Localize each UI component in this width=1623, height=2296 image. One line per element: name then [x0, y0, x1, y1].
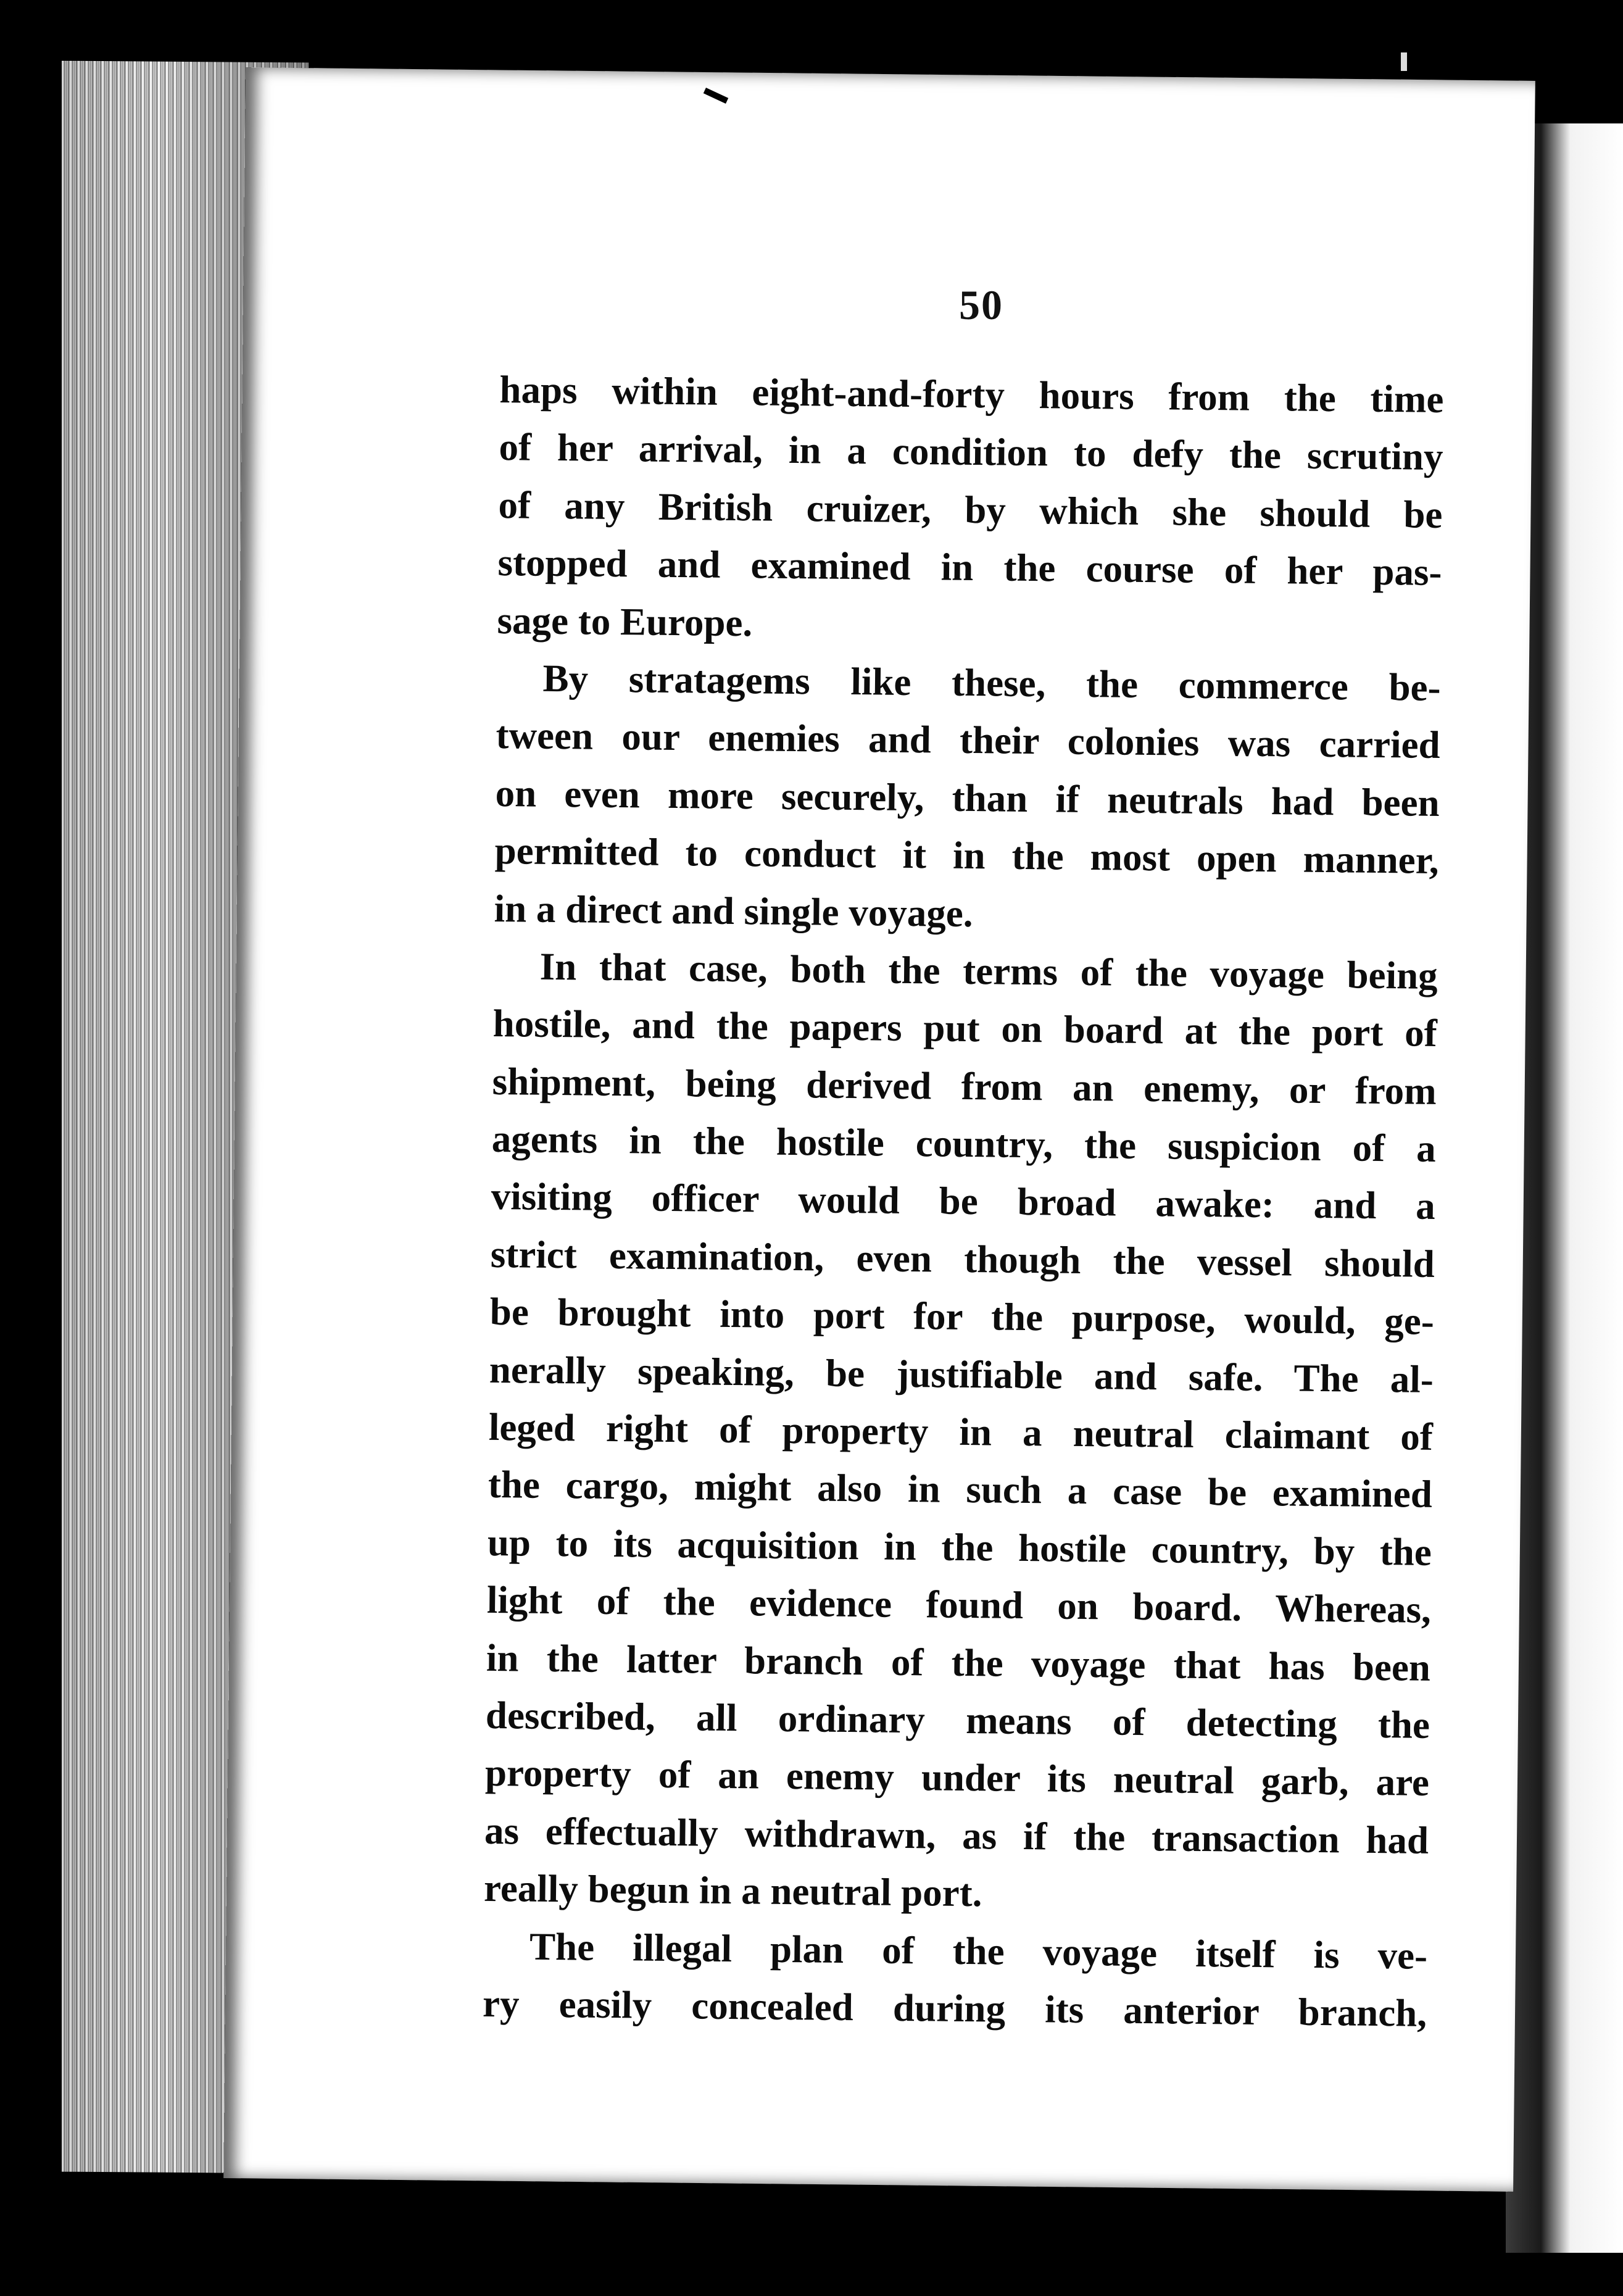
- text-line: In that case, both the terms of the voyage being: [539, 944, 1438, 997]
- scan-artifact: [1401, 52, 1407, 71]
- text-line: leged right of property in a neutral claimant of: [488, 1405, 1434, 1458]
- text-line: described, all ordinary means of detecting the: [485, 1693, 1430, 1747]
- text-line: tween our enemies and their colonies was carried: [496, 713, 1440, 767]
- text-line: stopped and examined in the course of her pas-: [497, 541, 1442, 594]
- text-line: agents in the hostile country, the suspicion of a: [491, 1117, 1437, 1171]
- text-line: By stratagems like these, the commerce be-: [542, 656, 1441, 709]
- text-line: be brought into port for the purpose, would, ge-: [489, 1290, 1435, 1344]
- text-line: The illegal plan of the voyage itself is ve-: [529, 1924, 1428, 1978]
- text-line: visiting officer would be broad awake: and a: [491, 1175, 1436, 1228]
- text-line: hostile, and the papers put on board at the port of: [492, 1002, 1438, 1055]
- text-line: as effectually withdrawn, as if the transaction had: [484, 1808, 1429, 1862]
- text-line: on even more securely, than if neutrals had been: [495, 771, 1440, 825]
- text-line: strict examination, even though the vessel should: [490, 1232, 1435, 1286]
- text-line: sage to Europe.: [497, 598, 753, 644]
- page-number: 50: [959, 281, 1003, 328]
- body-text: [483, 361, 1444, 2042]
- text-line: of her arrival, in a condition to defy the scrutiny: [499, 425, 1443, 479]
- text-line: the cargo, might also in such a case be examined: [488, 1463, 1433, 1516]
- text-line: really begun in a neutral port.: [483, 1866, 982, 1915]
- text-line: haps within eight-and-forty hours from the time: [499, 367, 1444, 422]
- text-line: in a direct and single voyage.: [494, 886, 973, 935]
- text-line: up to its acquisition in the hostile country, by the: [487, 1520, 1432, 1574]
- text-line: ry easily concealed during its anterior branch,: [482, 1981, 1427, 2035]
- text-line: light of the evidence found on board. Whereas,: [486, 1578, 1432, 1632]
- text-line: in the latter branch of the voyage that has been: [486, 1636, 1431, 1689]
- text-line: shipment, being derived from an enemy, or from: [492, 1059, 1437, 1113]
- text-line: permitted to conduct it in the most open manner,: [494, 829, 1439, 883]
- text-line: of any British cruizer, by which she should be: [498, 483, 1443, 536]
- text-line: property of an enemy under its neutral garb, are: [484, 1751, 1430, 1805]
- text-line: nerally speaking, be justifiable and safe. The al-: [489, 1347, 1434, 1401]
